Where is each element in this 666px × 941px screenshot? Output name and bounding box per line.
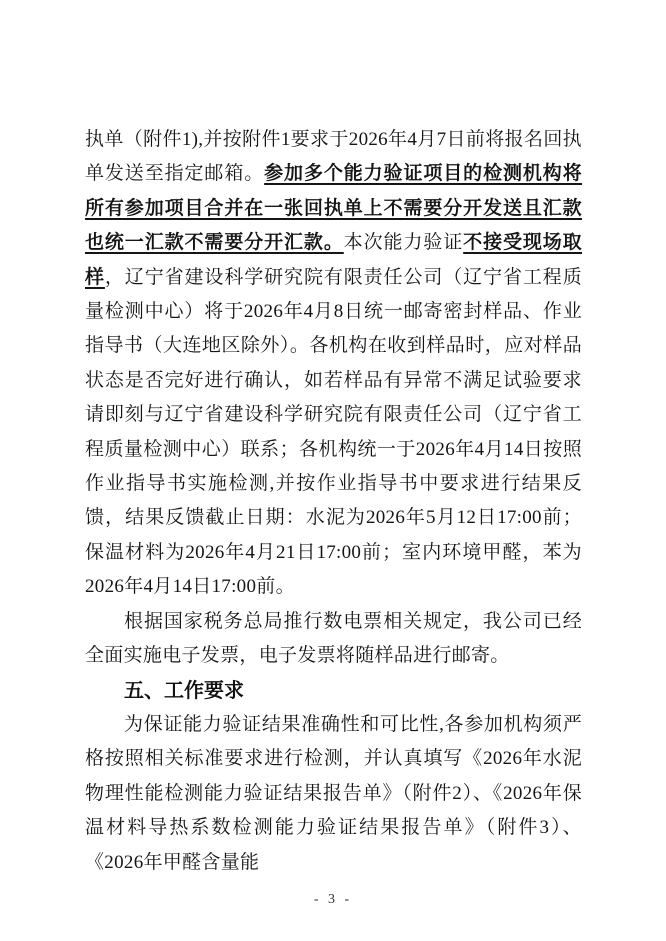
paragraph-work-requirements: [85, 708, 582, 880]
paragraph-invoice-notice: [85, 605, 582, 674]
emphasized-underlined-run: 参加多个能力验证项目的检测机构将所有参加项目合并在一张回执单上不需要分开发送且汇款也统一汇款不需要分开汇款。: [85, 163, 582, 254]
document-body: [85, 123, 582, 880]
body-text-run: 为保证能力验证结果准确性和可比性,各参加机构须严格按照相关标准要求进行检测，并认真填写《2026年水泥物理性能检测能力验证结果报告单》（附件2）、《2026年保温材料导热系数检测能力验证结果报告单》（附件3）、《2026年甲醛含量能: [85, 713, 582, 873]
page-number: - 3 -: [313, 892, 353, 907]
body-text-run: 本次能力验证: [343, 232, 464, 254]
paragraph-reply-instructions: [85, 123, 582, 605]
body-text-run: ，辽宁省建设科学研究院有限责任公司（辽宁省工程质量检测中心）将于2026年4月8日统一邮寄密封样品、作业指导书（大连地区除外）。各机构在收到样品时，应对样品状态是否完好进行确认，如若样品有异常不满足试验要求请即刻与辽宁省建设科学研究院有限责任公司（辽宁省工程质量检测中心）联系；各机构统一于2026年4月14日按照作业指导书实施检测,并按作业指导书中要求进行结果反馈，结果反馈截止日期：水泥为2026年5月12日17:00前；保温材料为2026年4月21日17:00前；室内环境甲醛，苯为2026年4月14日17:00前。: [85, 266, 582, 598]
body-text-run: 执单（附件1),并按附件1要求于2026年4月7日前将报名回执单发送至指定邮箱。: [85, 129, 582, 185]
body-text-run: 根据国家税务总局推行数电票相关规定，我公司已经全面实施电子发票，电子发票将随样品进行邮寄。: [85, 610, 582, 667]
emphasized-underlined-run: 不接受现场取样: [85, 232, 582, 288]
section-heading-work-requirements: 五、工作要求: [124, 679, 244, 702]
